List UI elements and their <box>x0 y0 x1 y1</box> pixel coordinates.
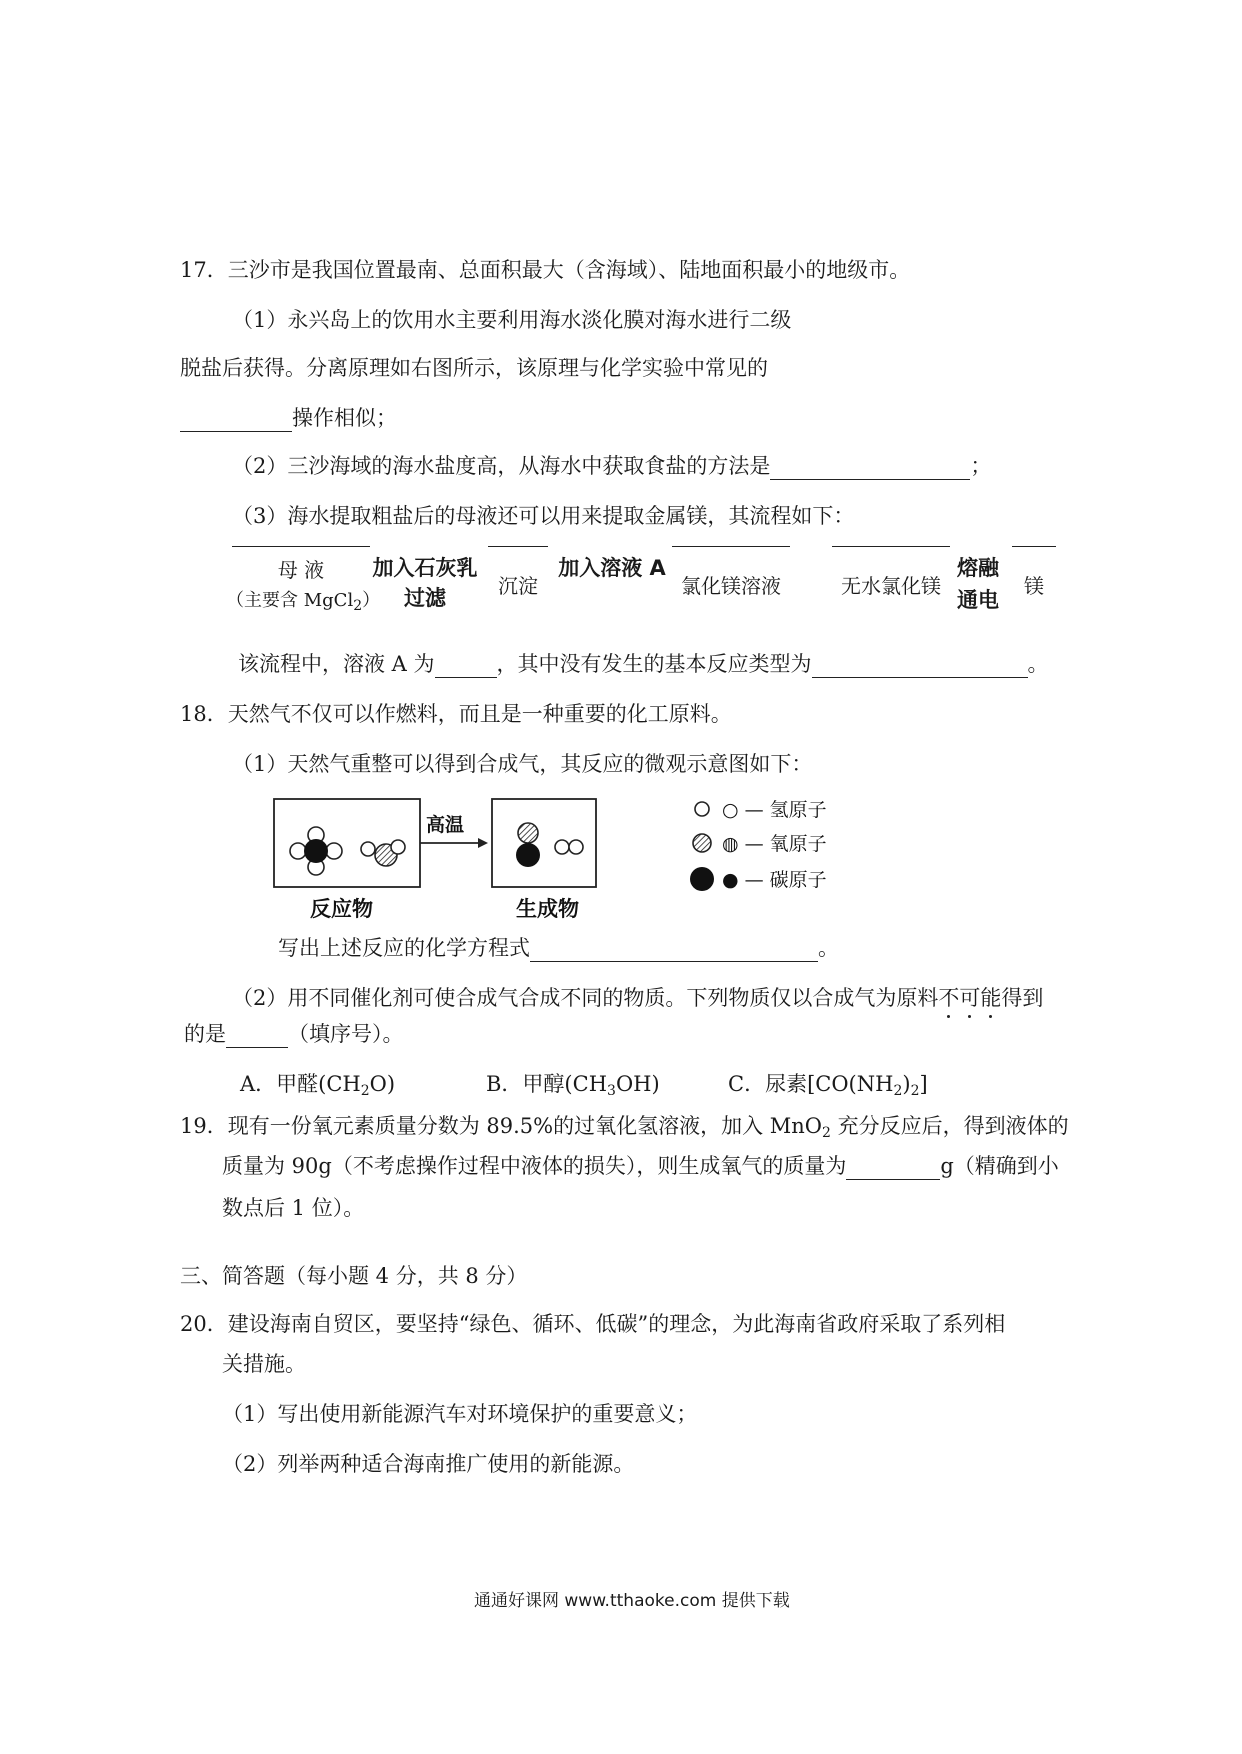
q17-part2: （2）三沙海域的海水盐度高，从海水中获取食盐的方法是 ； <box>232 454 992 478</box>
q17-part3: （3）海水提取粗盐后的母液还可以用来提取金属镁，其流程如下： <box>232 504 855 528</box>
legend-hydrogen: ○ — 氢原子 <box>722 799 827 821</box>
flow-anhydrous-mgcl2: 无水氯化镁 <box>841 574 941 598</box>
flow-step-electrolysis: 通电 <box>957 588 999 612</box>
legend-carbon-symbol <box>690 867 714 891</box>
hydrogen-atom <box>555 840 569 854</box>
q18-option-c: C．尿素$[CO(NH_2)_2]$ <box>728 1072 928 1099</box>
q18-option-blank[interactable] <box>226 1025 288 1048</box>
emphasis-dot: 能 <box>980 986 1002 1010</box>
q17-part2-blank[interactable] <box>770 457 970 480</box>
flow-magnesium: 镁 <box>1024 574 1044 598</box>
hydrogen-atom <box>326 843 342 859</box>
footer-source: 通通好课网 www.tthaoke.com 提供下载 <box>474 1591 790 1611</box>
flow-mother-note: （主要含 MgCl$_2$） <box>226 590 381 614</box>
q18-equation-blank[interactable] <box>530 939 818 962</box>
emphasis-dot: 可 <box>959 986 981 1010</box>
flow-mgcl2-solution: 氯化镁溶液 <box>681 574 781 598</box>
flow-step-molten: 熔融 <box>957 556 999 580</box>
q20-line2: 关措施。 <box>222 1352 306 1376</box>
q19-line2: 质量为 90g（不考虑操作过程中液体的损失），则生成氧气的质量为 g（精确到小 <box>222 1154 1059 1178</box>
q20-part2: （2）列举两种适合海南推广使用的新能源。 <box>222 1452 635 1476</box>
reactant-label: 反应物 <box>310 897 373 921</box>
legend-oxygen-symbol <box>693 834 711 852</box>
q17-reaction-type-blank[interactable] <box>812 655 1028 678</box>
q18-stem: 18．天然气不仅可以作燃料，而且是一种重要的化工原料。 <box>180 702 732 726</box>
oxygen-atom <box>518 823 538 843</box>
q19-oxygen-mass-blank[interactable] <box>846 1157 940 1180</box>
legend-hydrogen-symbol <box>695 802 709 816</box>
hydrogen-atom <box>391 840 405 854</box>
q17-part1-line1: （1）永兴岛上的饮用水主要利用海水淡化膜对海水进行二级 <box>232 308 792 332</box>
flow-line-mother <box>232 546 370 547</box>
q17-solution-a-blank[interactable] <box>435 655 497 678</box>
flow-mother-liquor: 母 液 <box>277 558 325 582</box>
flow-line-mg <box>1012 546 1056 547</box>
q19-line3: 数点后 1 位）。 <box>222 1196 365 1220</box>
emphasis-dot: 不 <box>938 986 960 1010</box>
legend-carbon: ● — 碳原子 <box>722 869 827 891</box>
carbon-atom <box>304 839 328 863</box>
q18-option-b: B．甲醇$(CH_3OH)$ <box>486 1072 660 1099</box>
q19-line1: 19．现有一份氧元素质量分数为 89.5%的过氧化氢溶液，加入 MnO$_2$ 充分反应后，得到液体的 <box>180 1114 1069 1141</box>
flow-line-precipitate <box>488 546 548 547</box>
flow-step-add-lime: 加入石灰乳 <box>372 556 478 580</box>
carbon-atom <box>516 843 540 867</box>
q20-line1: 20．建设海南自贸区，要坚持“绿色、循环、低碳”的理念，为此海南省政府采取了系列相 <box>180 1312 1006 1336</box>
legend-oxygen: ◍ — 氧原子 <box>722 833 827 855</box>
hydrogen-atom <box>569 840 583 854</box>
q17-part3-question: 该流程中，溶液 A 为 ，其中没有发生的基本反应类型为 。 <box>238 652 1049 676</box>
flow-line-anhydrous <box>832 546 950 547</box>
product-label: 生成物 <box>516 897 579 921</box>
q18-part1-question: 写出上述反应的化学方程式 。 <box>278 936 839 960</box>
q17-stem: 17．三沙市是我国位置最南、总面积最大（含海域）、陆地面积最小的地级市。 <box>180 258 911 282</box>
q18-option-a: A．甲醛$(CH_2O)$ <box>240 1072 396 1099</box>
q18-part1: （1）天然气重整可以得到合成气，其反应的微观示意图如下： <box>232 752 813 776</box>
q17-part1-line2: 脱盐后获得。分离原理如右图所示，该原理与化学实验中常见的 <box>180 356 768 380</box>
flow-precipitate: 沉淀 <box>498 574 538 598</box>
q17-part1-line3 <box>180 404 397 432</box>
reaction-condition: 高温 <box>426 814 465 836</box>
q18-part2-line2: 的是 （填序号）。 <box>184 1022 404 1046</box>
flow-step-add-solution-a: 加入溶液 A <box>558 556 666 580</box>
q20-part1: （1）写出使用新能源汽车对环境保护的重要意义； <box>222 1402 698 1426</box>
q17-part1-blank[interactable] <box>180 409 292 432</box>
flow-step-filter: 过滤 <box>404 586 446 610</box>
q18-part2-line1: （2）用不同催化剂可使合成气合成不同的物质。下列物质仅以合成气为原料不可能得到 <box>232 986 1044 1010</box>
section-3-title: 三、简答题（每小题 4 分，共 8 分） <box>180 1264 528 1288</box>
q17-part1-tail: 操作相似； <box>292 406 397 430</box>
flow-line-mgcl2-solution <box>672 546 790 547</box>
hydrogen-atom <box>361 842 375 856</box>
microscopic-reaction-diagram <box>270 795 850 925</box>
hydrogen-atom <box>290 843 306 859</box>
